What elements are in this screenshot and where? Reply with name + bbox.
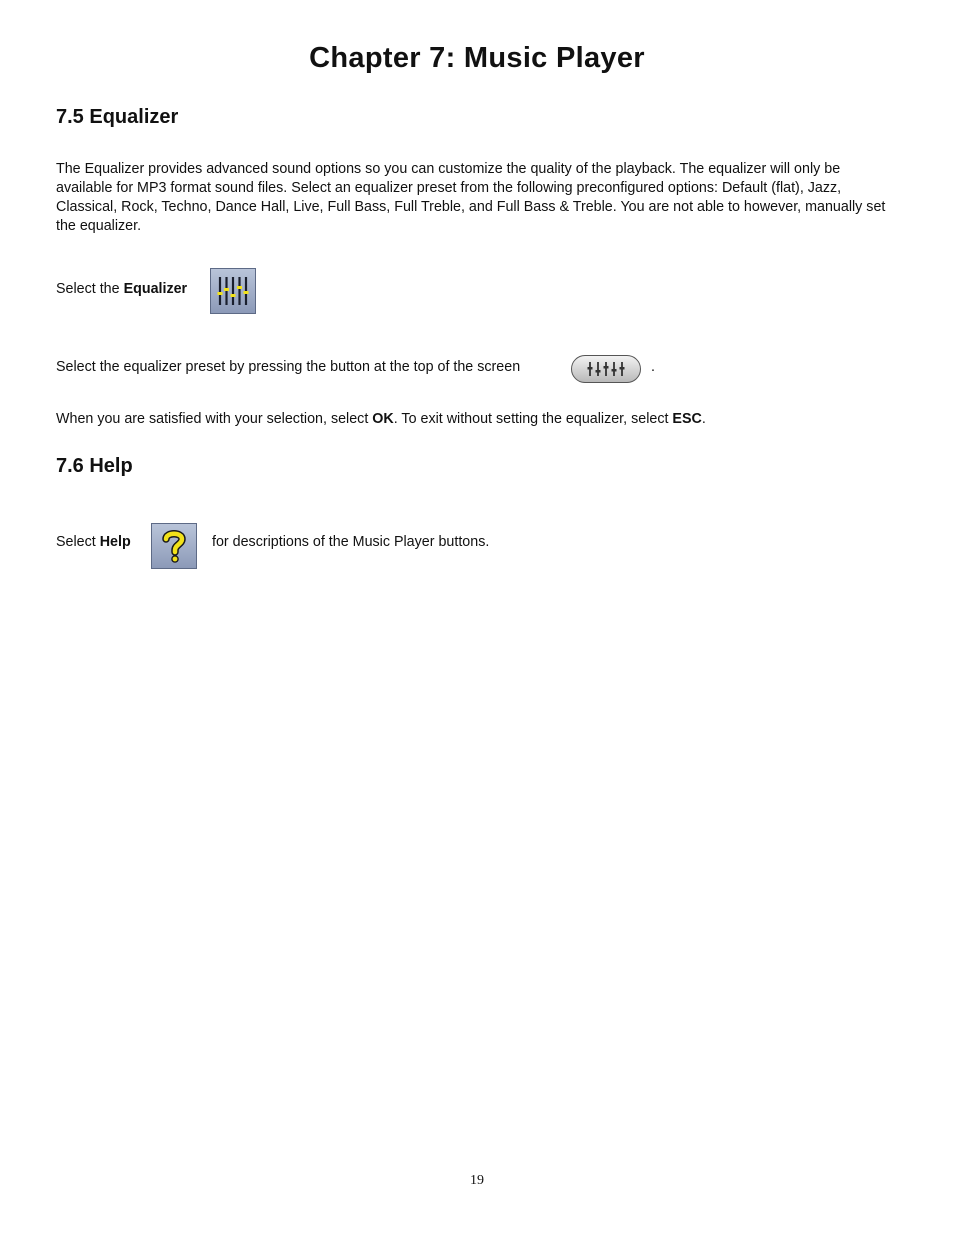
help-description: for descriptions of the Music Player buttons. (212, 534, 490, 550)
question-mark-icon (152, 524, 196, 568)
equalizer-icon-graphic (211, 269, 255, 313)
ok-label: OK (372, 411, 394, 427)
help-icon[interactable] (151, 523, 197, 569)
equalizer-preset-button[interactable] (571, 355, 641, 383)
equalizer-label: Equalizer (123, 281, 188, 297)
preset-line-period: . (651, 359, 655, 375)
equalizer-intro: The Equalizer provides advanced sound options so you can customize the quality of the playback. The equalizer will only be available for MP3 format sound files. Select an equalizer preset from the following preconfigured options: Default (flat), Jazz, Classical, Rock, Techno, Dance Hall, Live, Full Bass, Full Treble, and Full Bass & Treble. You are not able to however, manually set the equalizer. (56, 161, 886, 234)
page-title: Chapter 7: Music Player (309, 42, 645, 74)
esc-label: ESC (672, 411, 702, 427)
equalizer-preset-icon (572, 356, 640, 382)
select-equalizer-line: Select the Equalizer (56, 281, 188, 297)
confirm-line: When you are satisfied with your selection, select OK. To exit without setting the equalizer, select ESC. (56, 411, 706, 427)
help-heading: 7.6 Help (56, 455, 133, 477)
help-label: Help (99, 534, 131, 550)
page-number: 19 (470, 1173, 484, 1188)
equalizer-preset-line: Select the equalizer preset by pressing the button at the top of the screen (56, 359, 521, 375)
equalizer-heading: 7.5 Equalizer (56, 106, 179, 128)
equalizer-icon[interactable] (210, 268, 256, 314)
select-help-line: Select Help (56, 534, 131, 550)
